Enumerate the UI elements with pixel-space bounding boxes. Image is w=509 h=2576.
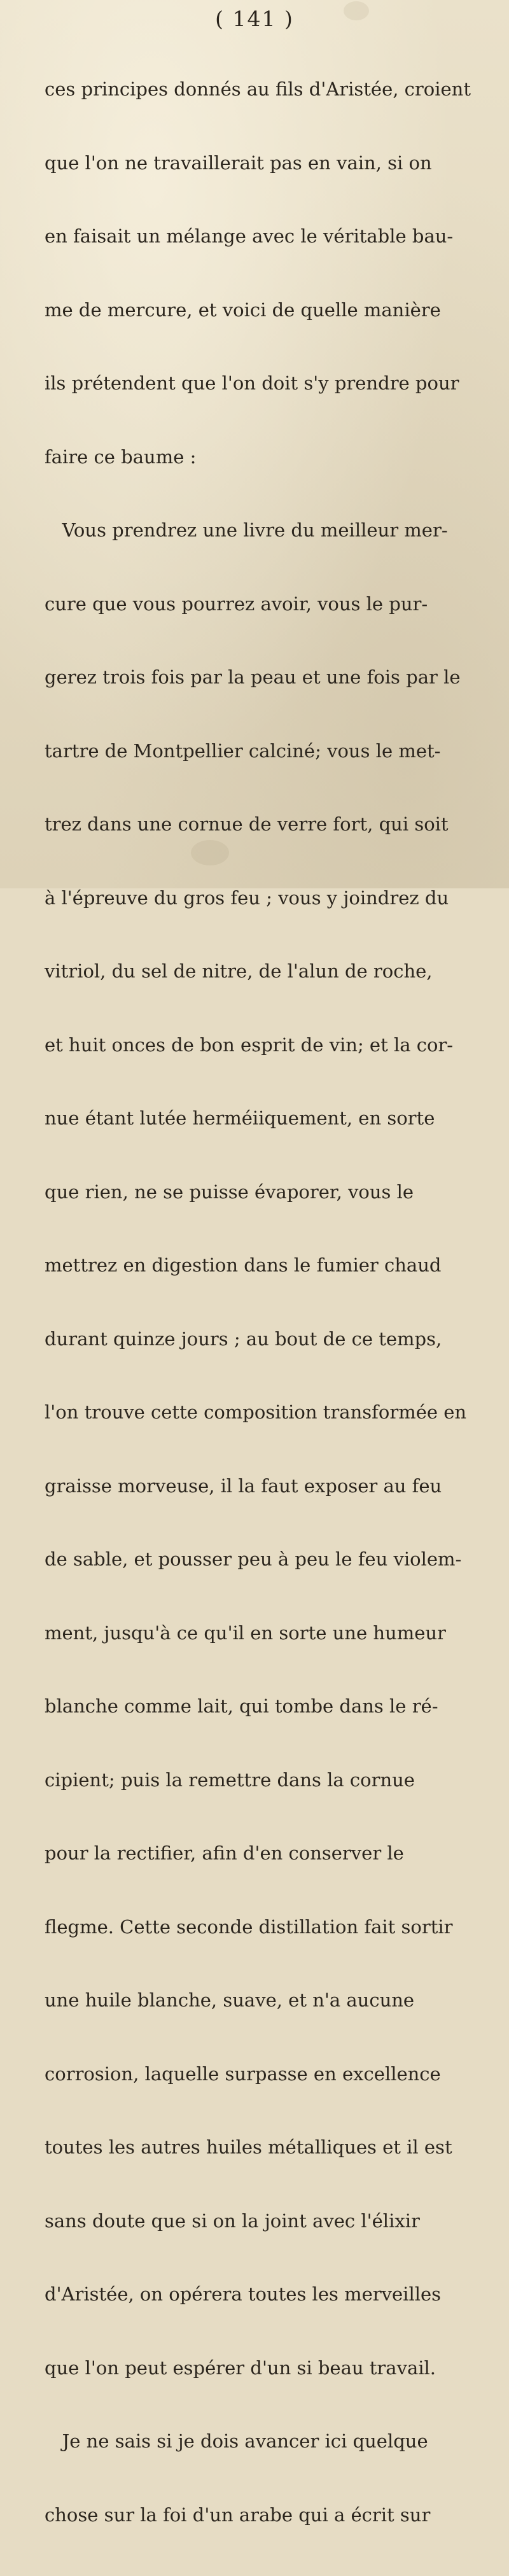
page-number: ( 141 ) [215, 6, 294, 31]
text-line: tartre de Montpellier calciné; vous le met- [45, 739, 441, 762]
text-line: en faisait un mélange avec le véritable bau- [45, 225, 454, 247]
text-line: nue étant lutée herméiiquement, en sorte [45, 1107, 435, 1129]
text-line: durant quinze jours ; au bout de ce temps, [45, 1327, 442, 1350]
text-line: mettrez en digestion dans le fumier chaud [45, 1254, 442, 1276]
text-line: me de mercure, et voici de quelle manière [45, 298, 441, 321]
body-text [45, 28, 490, 2576]
text-line: ils prétendent que l'on doit s'y prendre pour [45, 372, 459, 394]
text-line: et huit onces de bon esprit de vin; et la cor- [45, 1033, 454, 1056]
text-line: pour la rectifier, afin d'en conserver le [45, 1842, 404, 1864]
text-line: corrosion, laquelle surpasse en excellence [45, 2062, 441, 2085]
text-line: l'on trouve cette composition transformée en [45, 1401, 467, 1423]
text-line: que l'on ne travaillerait pas en vain, si on [45, 151, 432, 174]
text-line: que l'on peut espérer d'un si beau travail. [45, 2356, 436, 2379]
text-line: à l'épreuve du gros feu ; vous y joindrez du [45, 886, 449, 909]
text-line: d'Aristée, on opérera toutes les merveilles [45, 2283, 442, 2305]
text-line: ces principes donnés au fils d'Aristée, croient [45, 78, 471, 100]
text-line: gerez trois fois par la peau et une fois par le [45, 666, 461, 688]
text-line: sans doute que si on la joint avec l'élixir [45, 2209, 420, 2232]
text-line: vitriol, du sel de nitre, de l'alun de roche, [45, 960, 433, 982]
text-line: Vous prendrez une livre du meilleur mer- [45, 519, 448, 541]
text-line: toutes les autres huiles métalliques et il est [45, 2136, 452, 2158]
text-line: que rien, ne se puisse évaporer, vous le [45, 1180, 414, 1203]
text-line: cure que vous pourrez avoir, vous le pur- [45, 592, 428, 615]
text-line: ment, jusqu'à ce qu'il en sorte une humeur [45, 1621, 446, 1644]
text-line: blanche comme lait, qui tombe dans le ré- [45, 1695, 438, 1717]
text-line: trez dans une cornue de verre fort, qui soit [45, 813, 449, 835]
text-line: graisse morveuse, il la faut exposer au feu [45, 1474, 442, 1497]
text-line: une huile blanche, suave, et n'a aucune [45, 1989, 415, 2011]
text-line: cipient; puis la remettre dans la cornue [45, 1768, 415, 1791]
text-line: faire ce baume : [45, 445, 197, 468]
text-line: Je ne sais si je dois avancer ici quelque [45, 2430, 428, 2452]
text-line: chose sur la foi d'un arabe qui a écrit sur [45, 2503, 431, 2526]
text-line: de sable, et pousser peu à peu le feu violem- [45, 1548, 462, 1570]
text-line: flegme. Cette seconde distillation fait sortir [45, 1915, 453, 1938]
